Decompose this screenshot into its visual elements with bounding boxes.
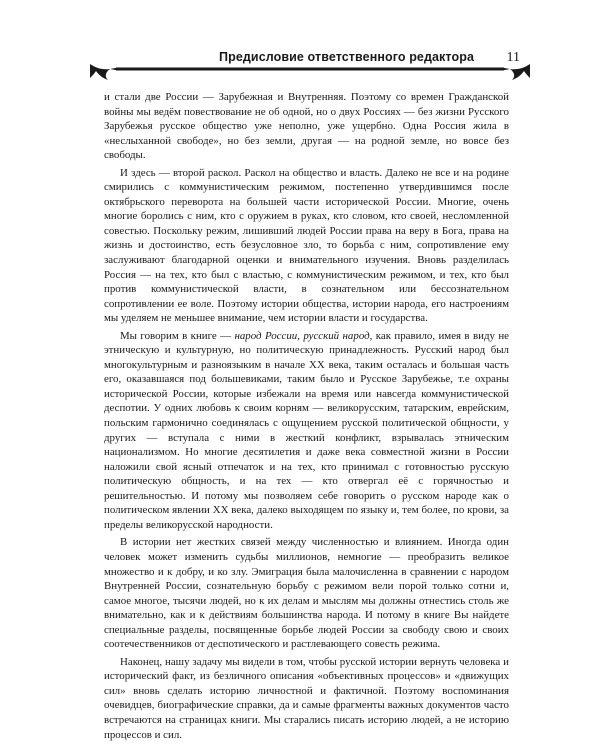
italic-phrase: народ России, русский народ xyxy=(234,329,370,342)
page-number: 11 xyxy=(506,50,520,65)
paragraph xyxy=(104,329,509,533)
paragraph-text: Мы говорим в книге — xyxy=(120,329,235,342)
paragraph-text: , как правило, имея в виду не этническую и культурную, но политическую принадлежность. Русский народ был многокультурным и разноязыким в начале XX века, таким осталась и большая часть его, оказавшаяся под большевиками, таким было и Русское Зарубежье, т.е охраны исторической России, которые избежали на время или навсегда коммунистической деспотии. У одних любовь к своим корням — великорусским, татарским, еврейским, польским гармонично соединялась с ощущением русской политической общности, у других — вступала с ними в жесткий конфликт, взрывалась этническим национализмом. Но многие десятилетия и даже века совместной жизни в России наложили свой ясный отпечаток и на тех, кто принимал с готовностью русскую политическую общность, и на тех — кто отвергал её с горячностью и решительностью. И потому мы позволяем себе говорить о русском народе как о политическом явлении XX века, далеко выходящем по языку и, тем более, по крови, за пределы великорусской народности. xyxy=(104,329,509,531)
body-text xyxy=(104,90,509,742)
running-header xyxy=(90,50,530,84)
paragraph: И здесь — второй раскол. Раскол на общество и власть. Далеко не все и на родине смирились с коммунистическим режимом, постепенно утвердившимся после октябрьского переворота на большей части исторической России. Многие, очень многие боролись с ним, кто с оружием в руках, кто словом, кто своей, несломленной совестью. Поскольку режим, лишивший людей России права на веру в Бога, права на жизнь и достоинство, есть безусловное зло, то борьба с ним, сопротивление ему заслуживают благодарной оценки и внимательного изучения. Вновь разделилась Россия — на тех, кто был с властью, с коммунистическим режимом, и тех, кто был против коммунистической власти, в сознательном или бессознательном сопротивлении ее воле. Поэтому истории общества, истории народа, его настроениям мы уделяем не меньшее внимание, чем истории власти и государства. xyxy=(104,166,509,325)
running-title: Предисловие ответственного редактора xyxy=(219,50,474,64)
header-ornament-icon xyxy=(88,62,532,84)
paragraph: и стали две России — Зарубежная и Внутренняя. Поэтому со времен Гражданской войны мы ведём повествование не об одной, но о двух Россиях — без жизни Русского Зарубежья русское общество уже неполно, уже ущербно. Одна Россия жила в «неслыханной свободе», но без земли, другая — на родной земле, но вовсе без свободы. xyxy=(104,91,509,162)
paragraph: Наконец, нашу задачу мы видели в том, чтобы русской истории вернуть человека и исторический факт, из безличного описания «объективных процессов» и «движущих сил» вновь сделать историю личностной и фактичной. Поэтому воспоминания очевидцев, биографические справки, да и самые фрагменты важных документов часто встречаются на страницах книги. Мы старались писать историю людей, а не историю процессов и сил. xyxy=(104,655,509,741)
paragraph: В истории нет жестких связей между численностью и влиянием. Иногда один человек может изменить судьбы миллионов, немногие — преобразить великое множество и к добру, и ко злу. Эмиграция была малочисленна в сравнении с народом Внутренней России, сознательную борьбу с режимом вели порой только сотни и, самое многое, тысячи людей, но к их делам и мыслям мы должны отнестись столь же внимательно, как и к действиям большинства народа. И потому в книге Вы найдете специальные разделы, посвященные борьбе людей России за свободу свою и своих соотечественников от деспотического и растлевающего совесть режима. xyxy=(104,536,509,651)
